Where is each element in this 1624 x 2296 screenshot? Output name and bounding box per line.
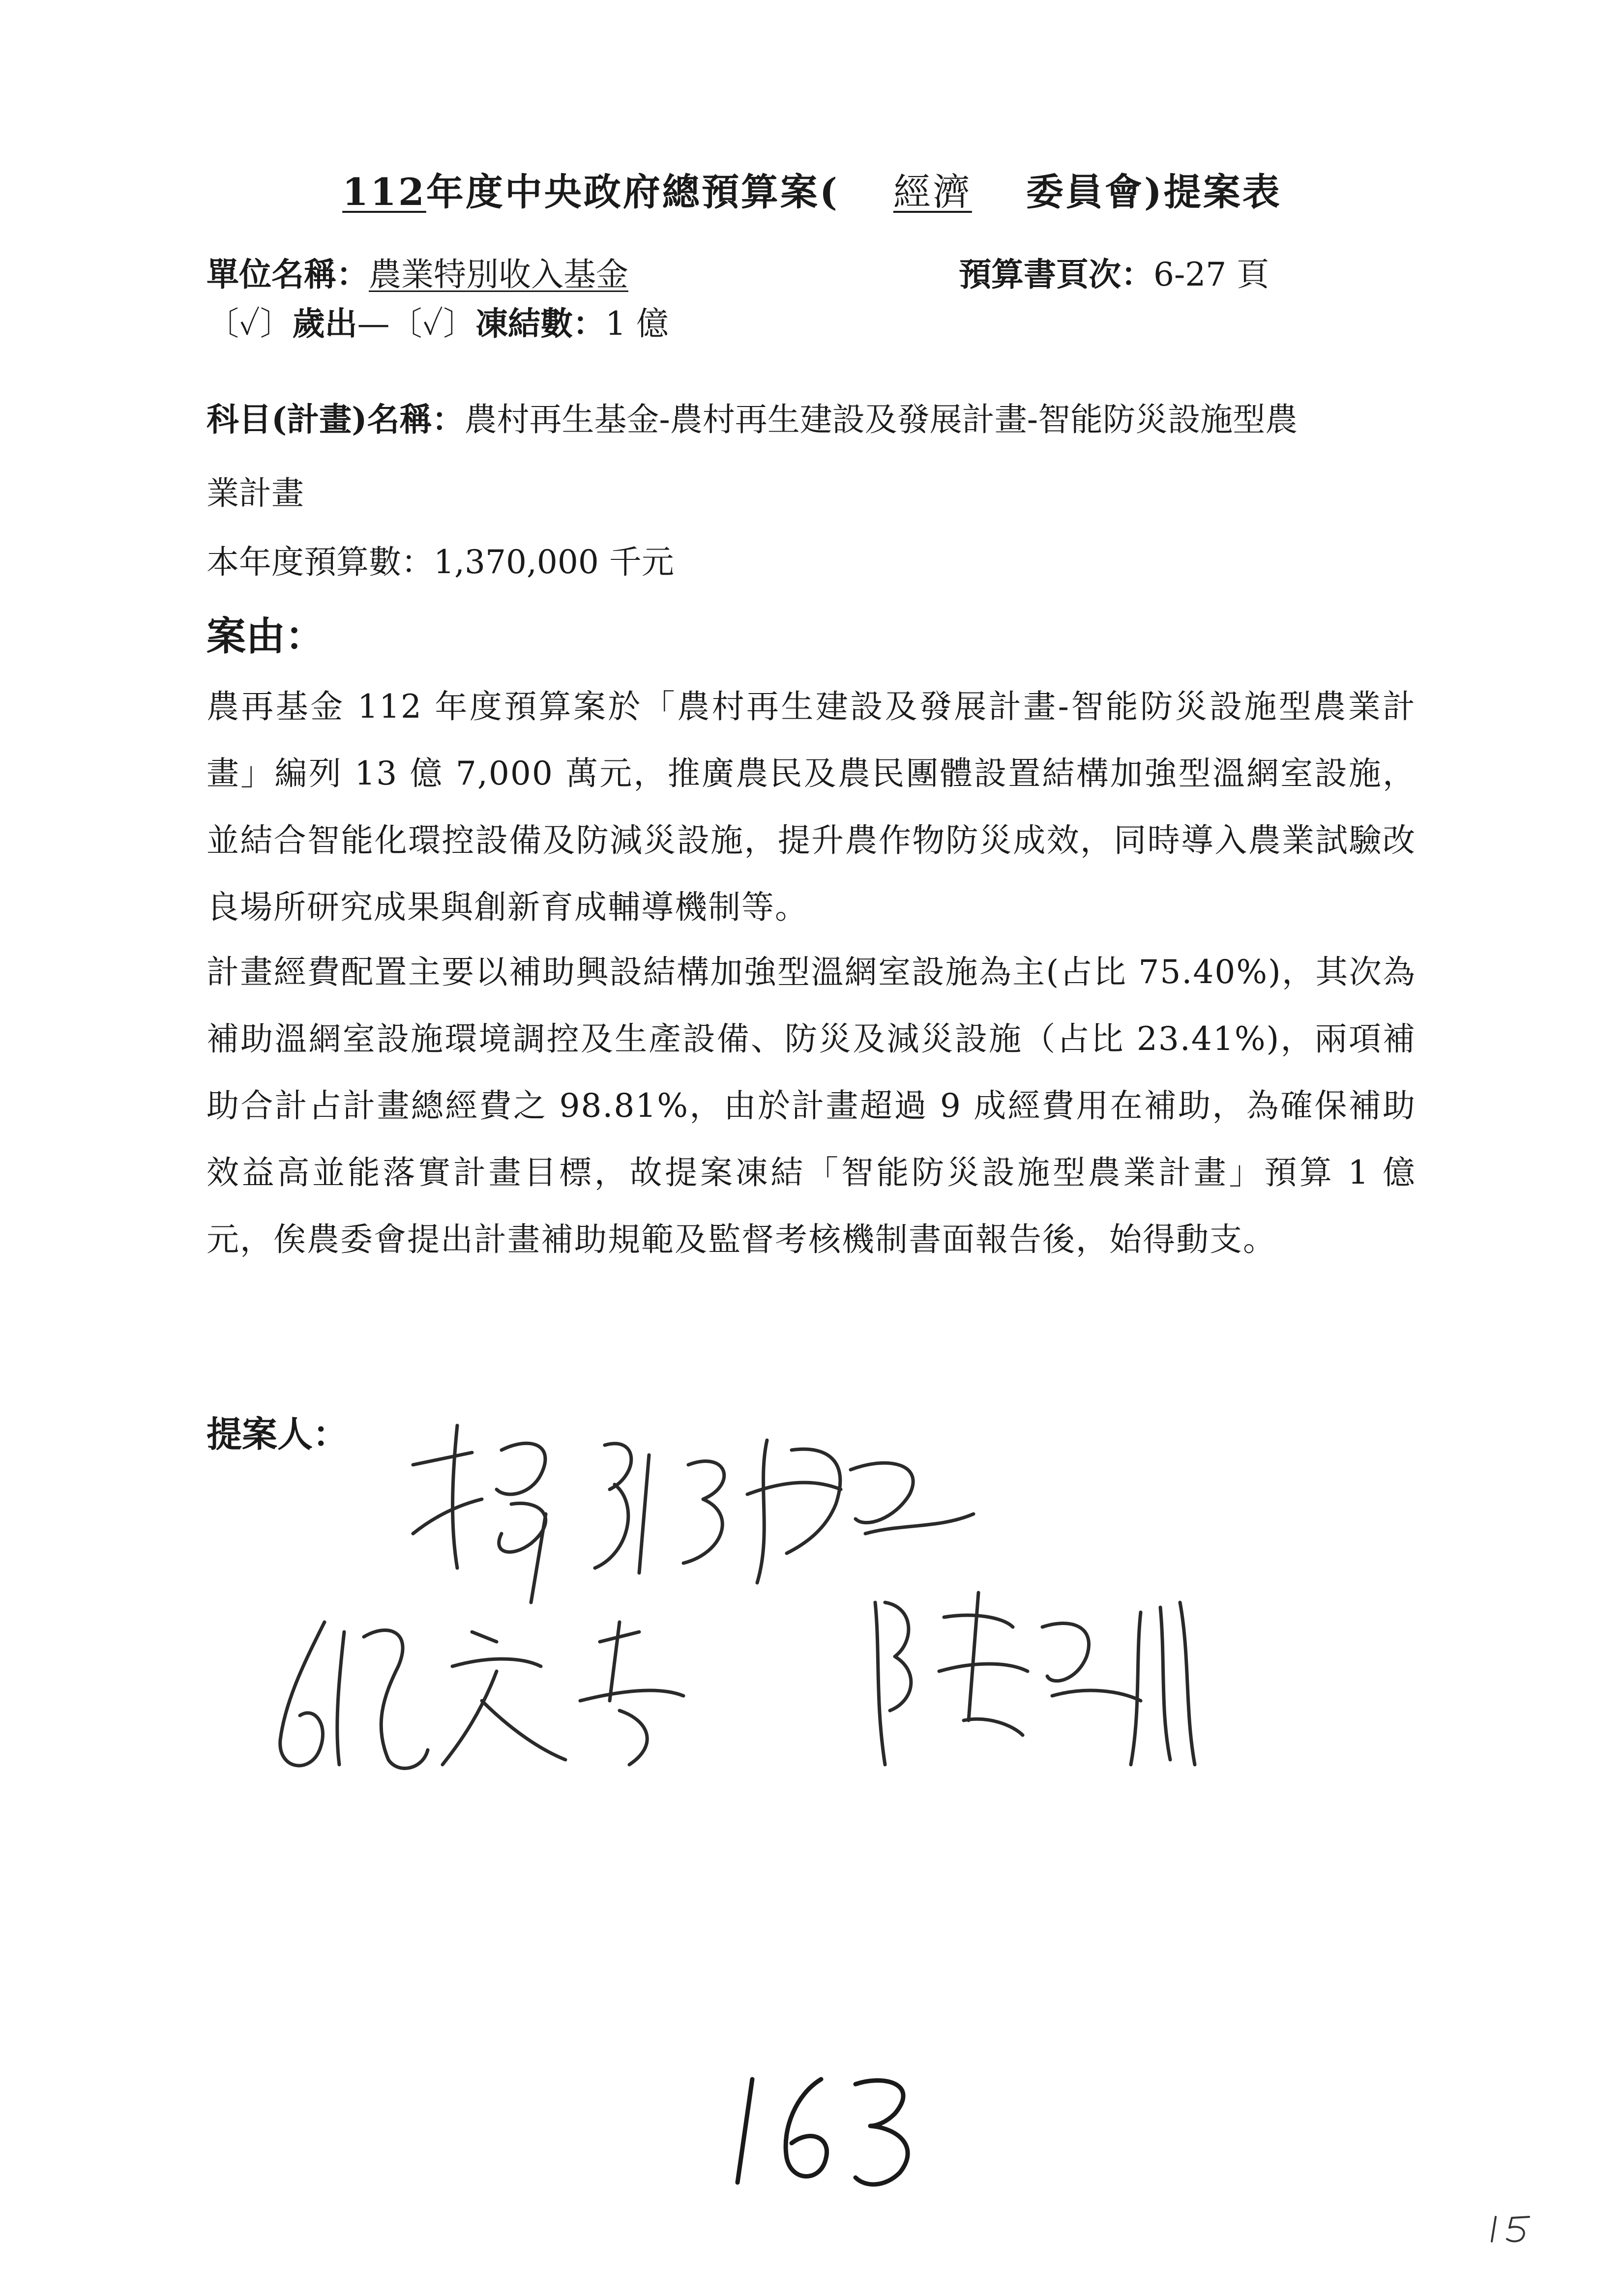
reason-paragraph-2: 計畫經費配置主要以補助興設結構加強型溫網室設施為主(占比 75.40%)，其次為補助溫網室設施環境調控及生產設備、防災及減災設施（占比 23.41%)，兩項補助合計占計畫總經費之 98.81%，由於計畫超過 9 成經費用在補助，為確保補助效益高並能落實計畫目標，故提案凍結「智能防災設施型農業計畫」預算 1 億元，俟農委會提出計畫補助規範及監督考核機制書面報告後，始得動支。 <box>207 953 1416 1258</box>
freeze-line <box>207 297 669 344</box>
title-committee: 經濟 <box>893 170 972 214</box>
expenditure-label: 歲出 <box>292 304 357 343</box>
freeze-dash: — <box>357 305 390 343</box>
unit-label: 單位名稱： <box>207 255 369 293</box>
subject-label: 科目(計畫)名稱： <box>207 400 465 438</box>
title-end: 委員會)提案表 <box>1026 170 1282 214</box>
subject-value-1: 農村再生基金-農村再生建設及發展計畫-智能防災設施型農 <box>464 401 1298 438</box>
unit-line <box>207 248 628 295</box>
unit-value: 農業特別收入基金 <box>369 256 628 293</box>
freeze-amount-value: 1 億 <box>605 305 669 343</box>
document-title <box>0 162 1624 216</box>
checkbox-freeze: 〔✓〕 <box>389 305 476 343</box>
subject-line-2 <box>207 467 304 514</box>
budget-pages-label: 預算書頁次： <box>959 255 1153 293</box>
current-budget-line: 本年度預算數：1,370,000 千元 <box>207 543 674 581</box>
budget-pages-line <box>959 248 1269 295</box>
corner-page-number-drawing <box>1485 2212 1534 2246</box>
freeze-amount-label: 凍結數： <box>475 304 606 343</box>
subject-value-2: 業計畫 <box>207 474 304 512</box>
handwritten-signature-3 <box>865 1573 1210 1784</box>
title-middle: 年度中央政府總預算案( <box>426 170 839 214</box>
title-year: 112 <box>342 170 426 214</box>
corner-page-number <box>1485 2212 1534 2248</box>
reason-paragraph-1: 農再基金 112 年度預算案於「農村再生建設及發展計畫-智能防災設施型農業計畫」編列 13 億 7,000 萬元，推廣農民及農民團體設置結構加強型溫網室設施，並結合智能化環控設備及防減災設施，提升農作物防災成效，同時導入農業試驗改良場所研究成果與創新育成輔導機制等。 <box>207 688 1416 926</box>
checkbox-expenditure: 〔✓〕 <box>207 305 293 343</box>
subject-line-1 <box>207 393 1298 440</box>
handwritten-page-number-drawing <box>723 2064 934 2192</box>
budget-pages-value: 6-27 頁 <box>1153 256 1270 293</box>
reason-heading: 案由： <box>207 613 325 659</box>
handwritten-page-number <box>723 2064 934 2194</box>
proposer-label: 提案人： <box>207 1413 349 1455</box>
handwritten-signature-2 <box>266 1602 708 1789</box>
